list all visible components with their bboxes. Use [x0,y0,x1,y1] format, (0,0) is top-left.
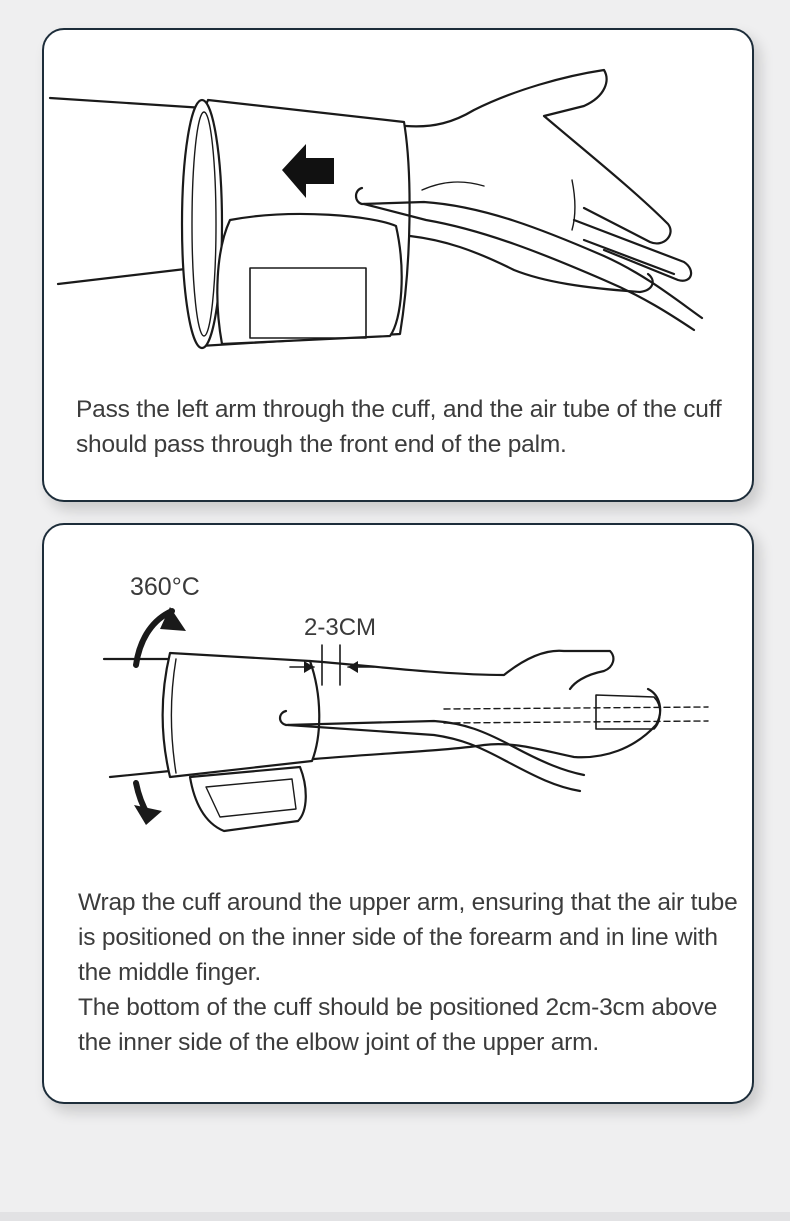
alignment-line-1 [444,707,708,709]
step-card-1 [42,28,754,502]
arm-outline-top [50,98,204,108]
forearm-top [406,70,671,243]
step-2-caption [78,885,748,1060]
bottom-divider [0,1212,790,1221]
step-2-caption-line-2: The bottom of the cuff should be positioned 2cm-3cm above the inner side of the elbow joint of the upper arm. [78,994,718,1056]
wrap-cuff-illustration [44,525,754,865]
cuff-body [163,653,320,777]
step-card-2 [42,523,754,1104]
cuff-flap [190,767,306,831]
rotation-label: 360°C [130,573,200,601]
air-tube [280,711,584,775]
step-2-caption-line-1: Wrap the cuff around the upper arm, ensuring that the air tube is positioned on the inner side of the forearm and in line with the middle finger. [78,889,738,986]
forearm-bottom [314,689,660,759]
alignment-line-2 [444,721,708,723]
gap-label: 2-3CM [304,614,377,641]
arm-through-cuff-illustration [44,30,754,370]
step-1-caption: Pass the left arm through the cuff, and the air tube of the cuff should pass through the front end of the palm. [76,396,722,458]
forearm-bottom [410,236,653,292]
arm-outline-bottom [58,268,194,284]
cuff-flap [217,214,401,344]
finger-guide [596,695,660,729]
